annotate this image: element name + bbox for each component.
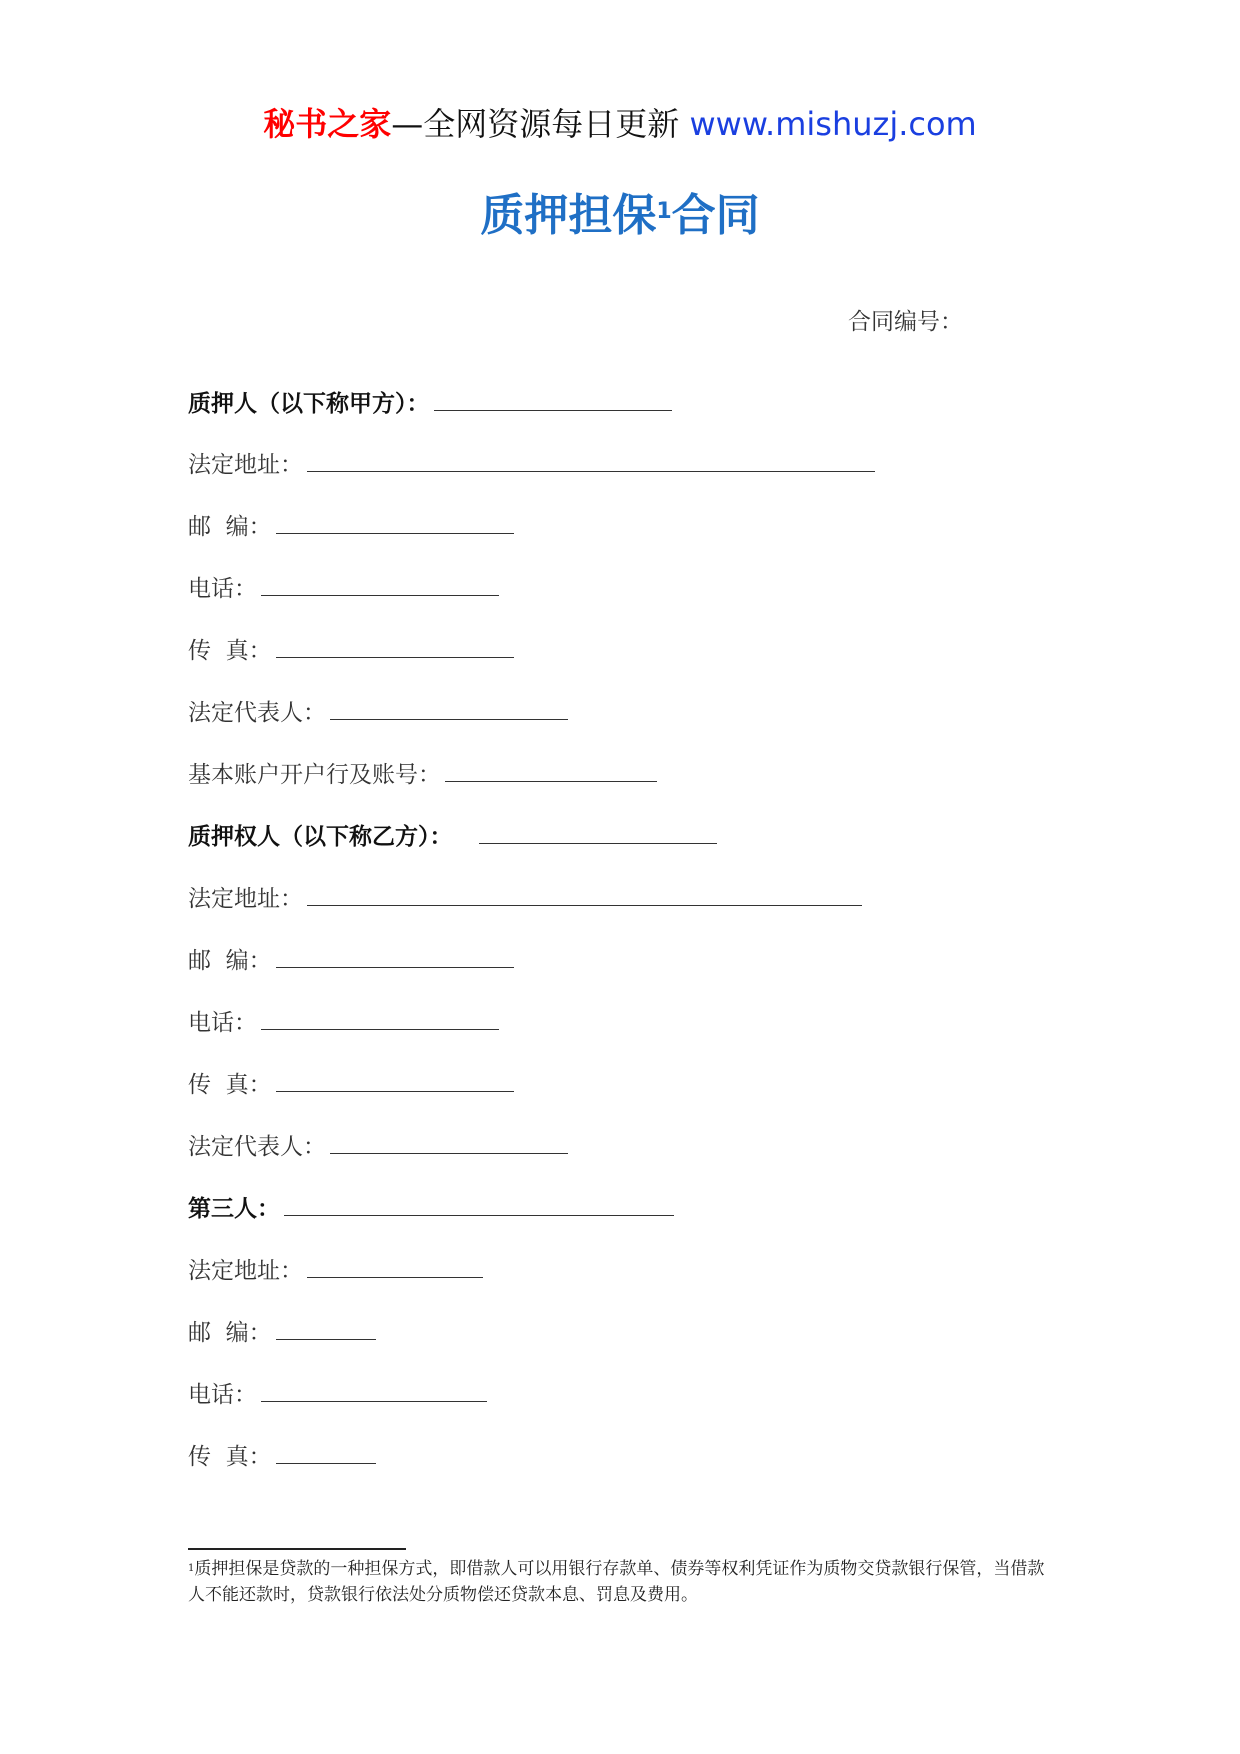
third-party-heading-row [188, 1191, 674, 1225]
footnote-separator [188, 1548, 406, 1550]
party-b-postcode-label: 邮 编： [188, 948, 272, 974]
party-a-name-blank[interactable] [434, 386, 672, 411]
third-party-heading: 第三人： [188, 1195, 280, 1222]
party-b-heading: 质押权人（以下称乙方）： [188, 823, 453, 850]
footnote-mark: 1 [188, 1563, 195, 1574]
party-a-postcode-blank[interactable] [276, 509, 514, 534]
party-b-heading-row [188, 819, 717, 853]
footnote [188, 1556, 1058, 1608]
third-party-name-blank[interactable] [284, 1191, 674, 1216]
footnote-text: 质押担保是贷款的一种担保方式，即借款人可以用银行存款单、债券等权利凭证作为质物交贷款银行保管，当借款人不能还款时，贷款银行依法处分质物偿还贷款本息、罚息及费用。 [188, 1559, 1045, 1605]
third-party-fax-blank[interactable] [276, 1439, 376, 1464]
document-title [0, 184, 1240, 248]
site-url[interactable]: www.mishuzj.com [689, 105, 977, 143]
party-b-phone-row [188, 1005, 499, 1039]
third-party-address-label: 法定地址： [188, 1258, 303, 1284]
title-footnote-mark: 1 [656, 199, 672, 224]
party-a-address-row [188, 447, 875, 481]
party-a-bank-label: 基本账户开户行及账号： [188, 762, 441, 788]
third-party-fax-label: 传 真： [188, 1444, 272, 1470]
party-a-representative-row [188, 695, 568, 729]
party-a-fax-row [188, 633, 514, 667]
third-party-address-blank[interactable] [307, 1253, 483, 1278]
third-party-postcode-blank[interactable] [276, 1315, 376, 1340]
contract-number-label: 合同编号： [848, 309, 963, 335]
party-b-representative-row [188, 1129, 568, 1163]
third-party-phone-blank[interactable] [261, 1377, 487, 1402]
party-a-bank-row [188, 757, 657, 791]
party-a-heading-row [188, 386, 672, 420]
party-b-representative-blank[interactable] [330, 1129, 568, 1154]
party-b-fax-row [188, 1067, 514, 1101]
party-a-address-label: 法定地址： [188, 452, 303, 478]
party-a-heading: 质押人（以下称甲方）： [188, 390, 430, 417]
third-party-address-row [188, 1253, 483, 1287]
party-b-postcode-blank[interactable] [276, 943, 514, 968]
brand-name: 秘书之家 [263, 105, 392, 143]
third-party-phone-label: 电话： [188, 1382, 257, 1408]
party-b-address-label: 法定地址： [188, 886, 303, 912]
party-b-address-blank[interactable] [307, 881, 862, 906]
party-b-fax-label: 传 真： [188, 1072, 272, 1098]
party-b-representative-label: 法定代表人： [188, 1134, 326, 1160]
party-b-phone-blank[interactable] [261, 1005, 499, 1030]
third-party-postcode-label: 邮 编： [188, 1320, 272, 1346]
party-a-fax-label: 传 真： [188, 638, 272, 664]
party-b-name-blank[interactable] [479, 819, 717, 844]
third-party-postcode-row [188, 1315, 376, 1349]
party-b-phone-label: 电话： [188, 1010, 257, 1036]
site-header [0, 100, 1240, 148]
party-b-address-row [188, 881, 862, 915]
third-party-fax-row [188, 1439, 376, 1473]
slogan: —全网资源每日更新 [391, 105, 690, 143]
party-a-postcode-label: 邮 编： [188, 514, 272, 540]
title-suffix: 合同 [671, 190, 760, 241]
third-party-phone-row [188, 1377, 487, 1411]
party-a-postcode-row [188, 509, 514, 543]
party-b-postcode-row [188, 943, 514, 977]
party-a-address-blank[interactable] [307, 447, 875, 472]
party-b-fax-blank[interactable] [276, 1067, 514, 1092]
party-a-bank-blank[interactable] [445, 757, 657, 782]
party-a-representative-label: 法定代表人： [188, 700, 326, 726]
party-a-phone-label: 电话： [188, 576, 257, 602]
title-main: 质押担保 [480, 190, 657, 241]
party-a-fax-blank[interactable] [276, 633, 514, 658]
party-a-representative-blank[interactable] [330, 695, 568, 720]
party-a-phone-row [188, 571, 499, 605]
party-a-phone-blank[interactable] [261, 571, 499, 596]
